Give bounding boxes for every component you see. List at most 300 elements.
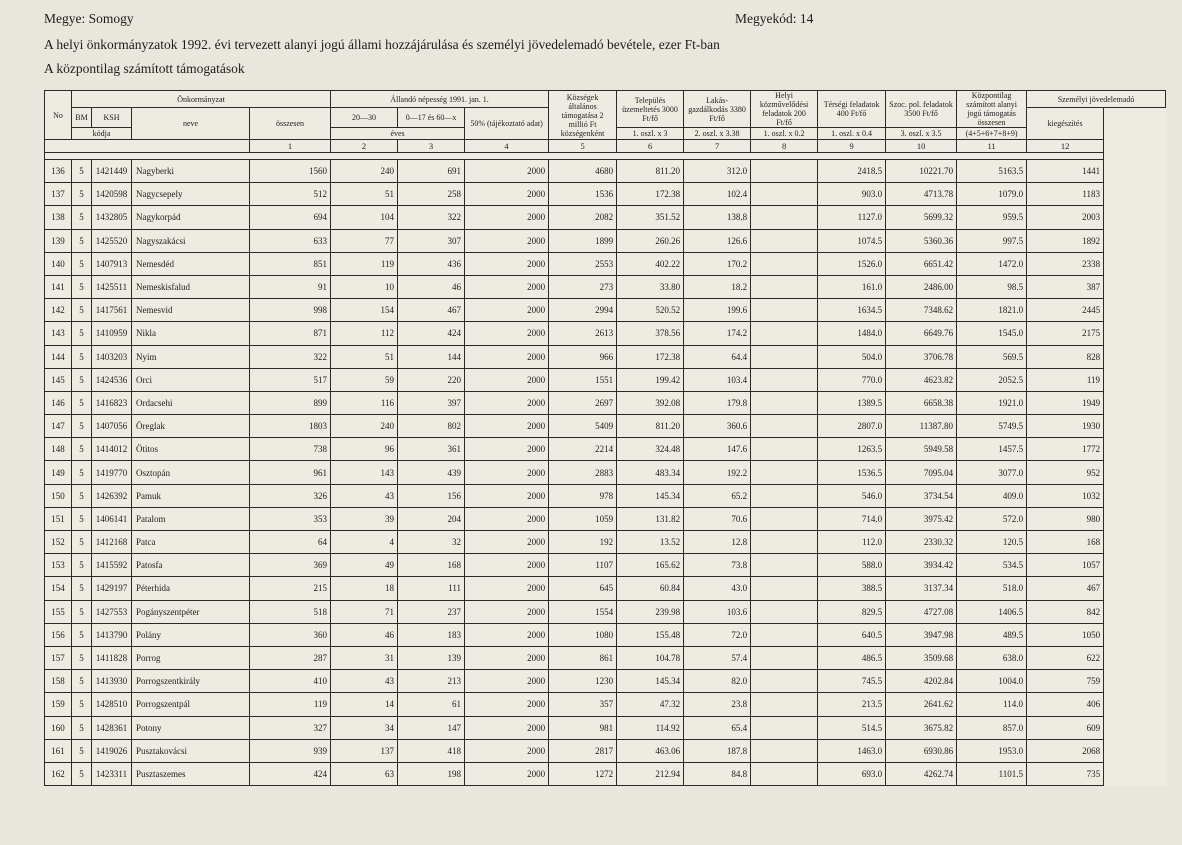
col-num: 3 [398,140,465,153]
col-num: 8 [751,140,818,153]
row-age-20-30: 77 [331,229,398,252]
row-kieg: 1441 [1027,160,1104,183]
row-age-20-30: 119 [331,252,398,275]
row-osszesen: 1560 [250,160,331,183]
row-no: 158 [45,670,72,693]
row-age-0-17: 61 [398,693,465,716]
row-bm: 5 [72,600,92,623]
row-kozmuvel: 82.0 [684,670,751,693]
row-kozsegek: 2000 [465,623,549,646]
row-ksh: 1432805 [92,206,132,229]
row-telepules: 4680 [549,160,617,183]
row-telepules: 2613 [549,322,617,345]
row-osszesen: 369 [250,554,331,577]
row-age-0-17: 46 [398,275,465,298]
row-bm: 5 [72,391,92,414]
row-kozmuvel: 72.0 [684,623,751,646]
row-szoc: 161.0 [818,275,886,298]
row-szoc: 2418.5 [818,160,886,183]
row-age-0-17: 147 [398,716,465,739]
row-kozsegek: 2000 [465,484,549,507]
col-nepesseg: Állandó népesség 1991. jan. 1. [331,91,549,108]
row-kozmuvel: 179.8 [684,391,751,414]
row-kozsegek: 2000 [465,762,549,785]
row-lakas: 392.08 [617,391,684,414]
col-bm: BM [72,108,92,128]
row-name: Porrogszentkirály [132,670,250,693]
row-telepules: 978 [549,484,617,507]
row-szoc: 1263.5 [818,438,886,461]
row-age-0-17: 258 [398,183,465,206]
row-osszesen: 694 [250,206,331,229]
row-szoc: 1127.0 [818,206,886,229]
row-lakas: 104.78 [617,646,684,669]
col-num: 11 [957,140,1027,153]
row-szoc: 1526.0 [818,252,886,275]
row-no: 149 [45,461,72,484]
row-bm: 5 [72,693,92,716]
col-telepules: Település üzemeltetés 3000 Ft/fő [617,91,684,128]
row-ksh: 1419026 [92,739,132,762]
row-osszesen: 215 [250,577,331,600]
row-age-20-30: 51 [331,345,398,368]
row-age-20-30: 96 [331,438,398,461]
row-name: Pusztakovácsi [132,739,250,762]
row-tersegi [751,461,818,484]
row-szoc: 829.5 [818,600,886,623]
table-row [45,739,1166,762]
row-kozpont: 5949.58 [886,438,957,461]
row-kozsegek: 2000 [465,646,549,669]
row-age-20-30: 137 [331,739,398,762]
col-num: 12 [1027,140,1104,153]
row-kozsegek: 2000 [465,368,549,391]
row-szja50: 2052.5 [957,368,1027,391]
row-ksh: 1411828 [92,646,132,669]
row-kozpont: 4202.84 [886,670,957,693]
row-age-20-30: 63 [331,762,398,785]
row-kozpont: 11387.80 [886,415,957,438]
row-kieg: 828 [1027,345,1104,368]
row-osszesen: 961 [250,461,331,484]
row-kieg: 1772 [1027,438,1104,461]
row-ksh: 1403203 [92,345,132,368]
row-age-20-30: 46 [331,623,398,646]
row-name: Patosfa [132,554,250,577]
row-age-20-30: 240 [331,160,398,183]
row-age-20-30: 4 [331,531,398,554]
row-kozsegek: 2000 [465,739,549,762]
row-bm: 5 [72,739,92,762]
row-tersegi [751,368,818,391]
col-osszesen: összesen [250,108,331,140]
row-szoc: 1074.5 [818,229,886,252]
row-ksh: 1407913 [92,252,132,275]
row-szja50: 1079.0 [957,183,1027,206]
table-row [45,252,1166,275]
row-kozmuvel: 70.6 [684,507,751,530]
row-kozpont: 3509.68 [886,646,957,669]
row-tersegi [751,554,818,577]
row-ksh: 1417561 [92,299,132,322]
row-kozsegek: 2000 [465,670,549,693]
row-szja50: 997.5 [957,229,1027,252]
row-telepules: 1080 [549,623,617,646]
row-szja50: 120.5 [957,531,1027,554]
col-lakas: Lakás-gazdálkodás 3380 Ft/fő [684,91,751,128]
row-tersegi [751,646,818,669]
row-szoc: 714.0 [818,507,886,530]
row-telepules: 861 [549,646,617,669]
row-osszesen: 871 [250,322,331,345]
row-age-20-30: 116 [331,391,398,414]
row-name: Patalom [132,507,250,530]
row-ksh: 1413790 [92,623,132,646]
row-telepules: 645 [549,577,617,600]
row-age-0-17: 213 [398,670,465,693]
row-ksh: 1425520 [92,229,132,252]
row-osszesen: 322 [250,345,331,368]
row-kozmuvel: 65.2 [684,484,751,507]
row-kozmuvel: 102.4 [684,183,751,206]
row-age-0-17: 361 [398,438,465,461]
row-kozsegek: 2000 [465,183,549,206]
row-lakas: 47.32 [617,693,684,716]
row-kozpont: 3734.54 [886,484,957,507]
row-kozsegek: 2000 [465,322,549,345]
row-telepules: 357 [549,693,617,716]
row-no: 145 [45,368,72,391]
row-no: 146 [45,391,72,414]
row-kieg: 952 [1027,461,1104,484]
row-lakas: 131.82 [617,507,684,530]
row-osszesen: 899 [250,391,331,414]
row-szja50: 98.5 [957,275,1027,298]
row-age-20-30: 31 [331,646,398,669]
row-kozsegek: 2000 [465,160,549,183]
row-name: Patca [132,531,250,554]
row-kieg: 759 [1027,670,1104,693]
row-ksh: 1427553 [92,600,132,623]
row-name: Pogányszentpéter [132,600,250,623]
row-tersegi [751,391,818,414]
row-age-0-17: 144 [398,345,465,368]
row-osszesen: 326 [250,484,331,507]
row-szja50: 5163.5 [957,160,1027,183]
row-telepules: 2553 [549,252,617,275]
row-kieg: 1032 [1027,484,1104,507]
row-telepules: 966 [549,345,617,368]
row-szja50: 1921.0 [957,391,1027,414]
row-name: Nyim [132,345,250,368]
row-kieg: 119 [1027,368,1104,391]
row-telepules: 1272 [549,762,617,785]
row-tersegi [751,183,818,206]
row-no: 138 [45,206,72,229]
row-kozsegek: 2000 [465,693,549,716]
row-age-20-30: 59 [331,368,398,391]
row-osszesen: 327 [250,716,331,739]
row-ksh: 1419770 [92,461,132,484]
row-age-20-30: 143 [331,461,398,484]
row-age-20-30: 49 [331,554,398,577]
row-lakas: 483.34 [617,461,684,484]
row-kozpont: 6658.38 [886,391,957,414]
row-osszesen: 517 [250,368,331,391]
row-age-20-30: 43 [331,670,398,693]
row-kozpont: 3947.98 [886,623,957,646]
row-bm: 5 [72,415,92,438]
row-no: 160 [45,716,72,739]
row-tersegi [751,322,818,345]
row-ksh: 1428510 [92,693,132,716]
col-num: 5 [549,140,617,153]
row-kozpont: 3706.78 [886,345,957,368]
row-szja50: 959.5 [957,206,1027,229]
row-no: 162 [45,762,72,785]
row-bm: 5 [72,229,92,252]
row-szoc: 1389.5 [818,391,886,414]
row-szoc: 546.0 [818,484,886,507]
table-row [45,322,1166,345]
row-bm: 5 [72,368,92,391]
row-ksh: 1428361 [92,716,132,739]
row-bm: 5 [72,345,92,368]
row-lakas: 172.38 [617,183,684,206]
row-kozpont: 4262.74 [886,762,957,785]
row-no: 156 [45,623,72,646]
row-name: Ordacsehi [132,391,250,414]
row-szja50: 572.0 [957,507,1027,530]
row-ksh: 1407056 [92,415,132,438]
row-telepules: 1554 [549,600,617,623]
row-no: 152 [45,531,72,554]
row-telepules: 1107 [549,554,617,577]
row-kozmuvel: 199.6 [684,299,751,322]
row-age-0-17: 307 [398,229,465,252]
row-name: Nemesvid [132,299,250,322]
row-telepules: 5409 [549,415,617,438]
row-kieg: 2338 [1027,252,1104,275]
col-age-0-17: 0—17 és 60—x [398,108,465,128]
row-no: 147 [45,415,72,438]
row-ksh: 1413930 [92,670,132,693]
row-age-0-17: 397 [398,391,465,414]
row-osszesen: 998 [250,299,331,322]
row-name: Nagyszakácsi [132,229,250,252]
row-age-20-30: 240 [331,415,398,438]
row-kozsegek: 2000 [465,531,549,554]
col-kieg: kiegészítés [1027,108,1104,140]
row-no: 136 [45,160,72,183]
row-kozmuvel: 147.6 [684,438,751,461]
row-kozsegek: 2000 [465,252,549,275]
col-num: 10 [886,140,957,153]
row-lakas: 33.80 [617,275,684,298]
table-row [45,391,1166,414]
row-lakas: 402.22 [617,252,684,275]
row-kozmuvel: 12.8 [684,531,751,554]
row-telepules: 1551 [549,368,617,391]
row-osszesen: 633 [250,229,331,252]
table-row [45,577,1166,600]
row-name: Polány [132,623,250,646]
row-age-20-30: 34 [331,716,398,739]
row-kozpont: 6651.42 [886,252,957,275]
row-bm: 5 [72,623,92,646]
row-ksh: 1421449 [92,160,132,183]
row-kieg: 609 [1027,716,1104,739]
col-num: 4 [465,140,549,153]
row-osszesen: 91 [250,275,331,298]
row-age-0-17: 439 [398,461,465,484]
row-name: Péterhida [132,577,250,600]
table-row [45,160,1166,183]
col-num: 1 [250,140,331,153]
row-age-20-30: 14 [331,693,398,716]
table-row [45,183,1166,206]
row-kozpont: 2486.00 [886,275,957,298]
row-name: Nemesdéd [132,252,250,275]
row-kieg: 168 [1027,531,1104,554]
row-kozsegek: 2000 [465,507,549,530]
page-subtitle: A központilag számított támogatások [44,61,245,76]
row-szja50: 569.5 [957,345,1027,368]
table-row [45,554,1166,577]
row-kozsegek: 2000 [465,345,549,368]
row-no: 144 [45,345,72,368]
table-header [45,91,1166,153]
row-osszesen: 738 [250,438,331,461]
row-kozsegek: 2000 [465,206,549,229]
row-lakas: 811.20 [617,160,684,183]
row-kieg: 1050 [1027,623,1104,646]
row-szoc: 693.0 [818,762,886,785]
row-szja50: 1406.5 [957,600,1027,623]
row-szja50: 5749.5 [957,415,1027,438]
row-kieg: 980 [1027,507,1104,530]
row-kieg: 387 [1027,275,1104,298]
row-telepules: 2697 [549,391,617,414]
row-name: Porrogszentpál [132,693,250,716]
row-no: 155 [45,600,72,623]
table-row [45,206,1166,229]
row-szoc: 1634.5 [818,299,886,322]
row-telepules: 273 [549,275,617,298]
row-ksh: 1415592 [92,554,132,577]
row-ksh: 1424536 [92,368,132,391]
table-row [45,623,1166,646]
col-neve: neve [132,108,250,140]
row-age-0-17: 424 [398,322,465,345]
row-osszesen: 939 [250,739,331,762]
row-kozsegek: 2000 [465,229,549,252]
row-name: Pamuk [132,484,250,507]
row-bm: 5 [72,438,92,461]
row-name: Nagyberki [132,160,250,183]
row-kozsegek: 2000 [465,275,549,298]
row-szja50: 534.5 [957,554,1027,577]
row-name: Orci [132,368,250,391]
row-kozmuvel: 192.2 [684,461,751,484]
row-age-0-17: 139 [398,646,465,669]
row-telepules: 1059 [549,507,617,530]
row-tersegi [751,623,818,646]
row-szja50: 1101.5 [957,762,1027,785]
row-szja50: 489.5 [957,623,1027,646]
row-tersegi [751,252,818,275]
row-szoc: 1484.0 [818,322,886,345]
row-kieg: 1057 [1027,554,1104,577]
row-telepules: 981 [549,716,617,739]
row-age-0-17: 467 [398,299,465,322]
row-osszesen: 287 [250,646,331,669]
table-row [45,484,1166,507]
table-row [45,670,1166,693]
row-kozmuvel: 57.4 [684,646,751,669]
row-ksh: 1412168 [92,531,132,554]
row-szja50: 3077.0 [957,461,1027,484]
row-kozsegek: 2000 [465,461,549,484]
row-no: 151 [45,507,72,530]
row-bm: 5 [72,716,92,739]
row-age-20-30: 154 [331,299,398,322]
col-num: 6 [617,140,684,153]
col-telepules-formula: 1. oszl. x 3 [617,128,684,140]
county-code: Megyekód: 14 [735,11,814,26]
table-row [45,229,1166,252]
row-age-0-17: 691 [398,160,465,183]
row-ksh: 1406141 [92,507,132,530]
row-name: Osztopán [132,461,250,484]
row-szoc: 213.5 [818,693,886,716]
col-no: No [45,91,72,140]
row-szja50: 409.0 [957,484,1027,507]
row-age-0-17: 168 [398,554,465,577]
row-lakas: 239.98 [617,600,684,623]
row-kozsegek: 2000 [465,438,549,461]
row-lakas: 324.48 [617,438,684,461]
row-kieg: 467 [1027,577,1104,600]
row-tersegi [751,507,818,530]
row-age-0-17: 198 [398,762,465,785]
row-kozsegek: 2000 [465,600,549,623]
col-szja: Személyi jövedelemadó [1027,91,1166,108]
row-tersegi [751,484,818,507]
row-name: Öreglak [132,415,250,438]
row-telepules: 192 [549,531,617,554]
row-name: Nagykorpád [132,206,250,229]
table-row [45,345,1166,368]
row-kozpont: 4713.78 [886,183,957,206]
row-szoc: 112.0 [818,531,886,554]
row-szoc: 514.5 [818,716,886,739]
col-kozpont-formula: (4+5+6+7+8+9) [957,128,1027,140]
table-row [45,507,1166,530]
row-tersegi [751,206,818,229]
row-no: 148 [45,438,72,461]
row-no: 137 [45,183,72,206]
col-onkormanyzat: Önkormányzat [72,91,331,108]
row-osszesen: 1803 [250,415,331,438]
row-bm: 5 [72,206,92,229]
row-age-0-17: 183 [398,623,465,646]
row-tersegi [751,531,818,554]
row-telepules: 2214 [549,438,617,461]
row-kozpont: 6930.86 [886,739,957,762]
row-age-0-17: 32 [398,531,465,554]
col-num: 9 [818,140,886,153]
